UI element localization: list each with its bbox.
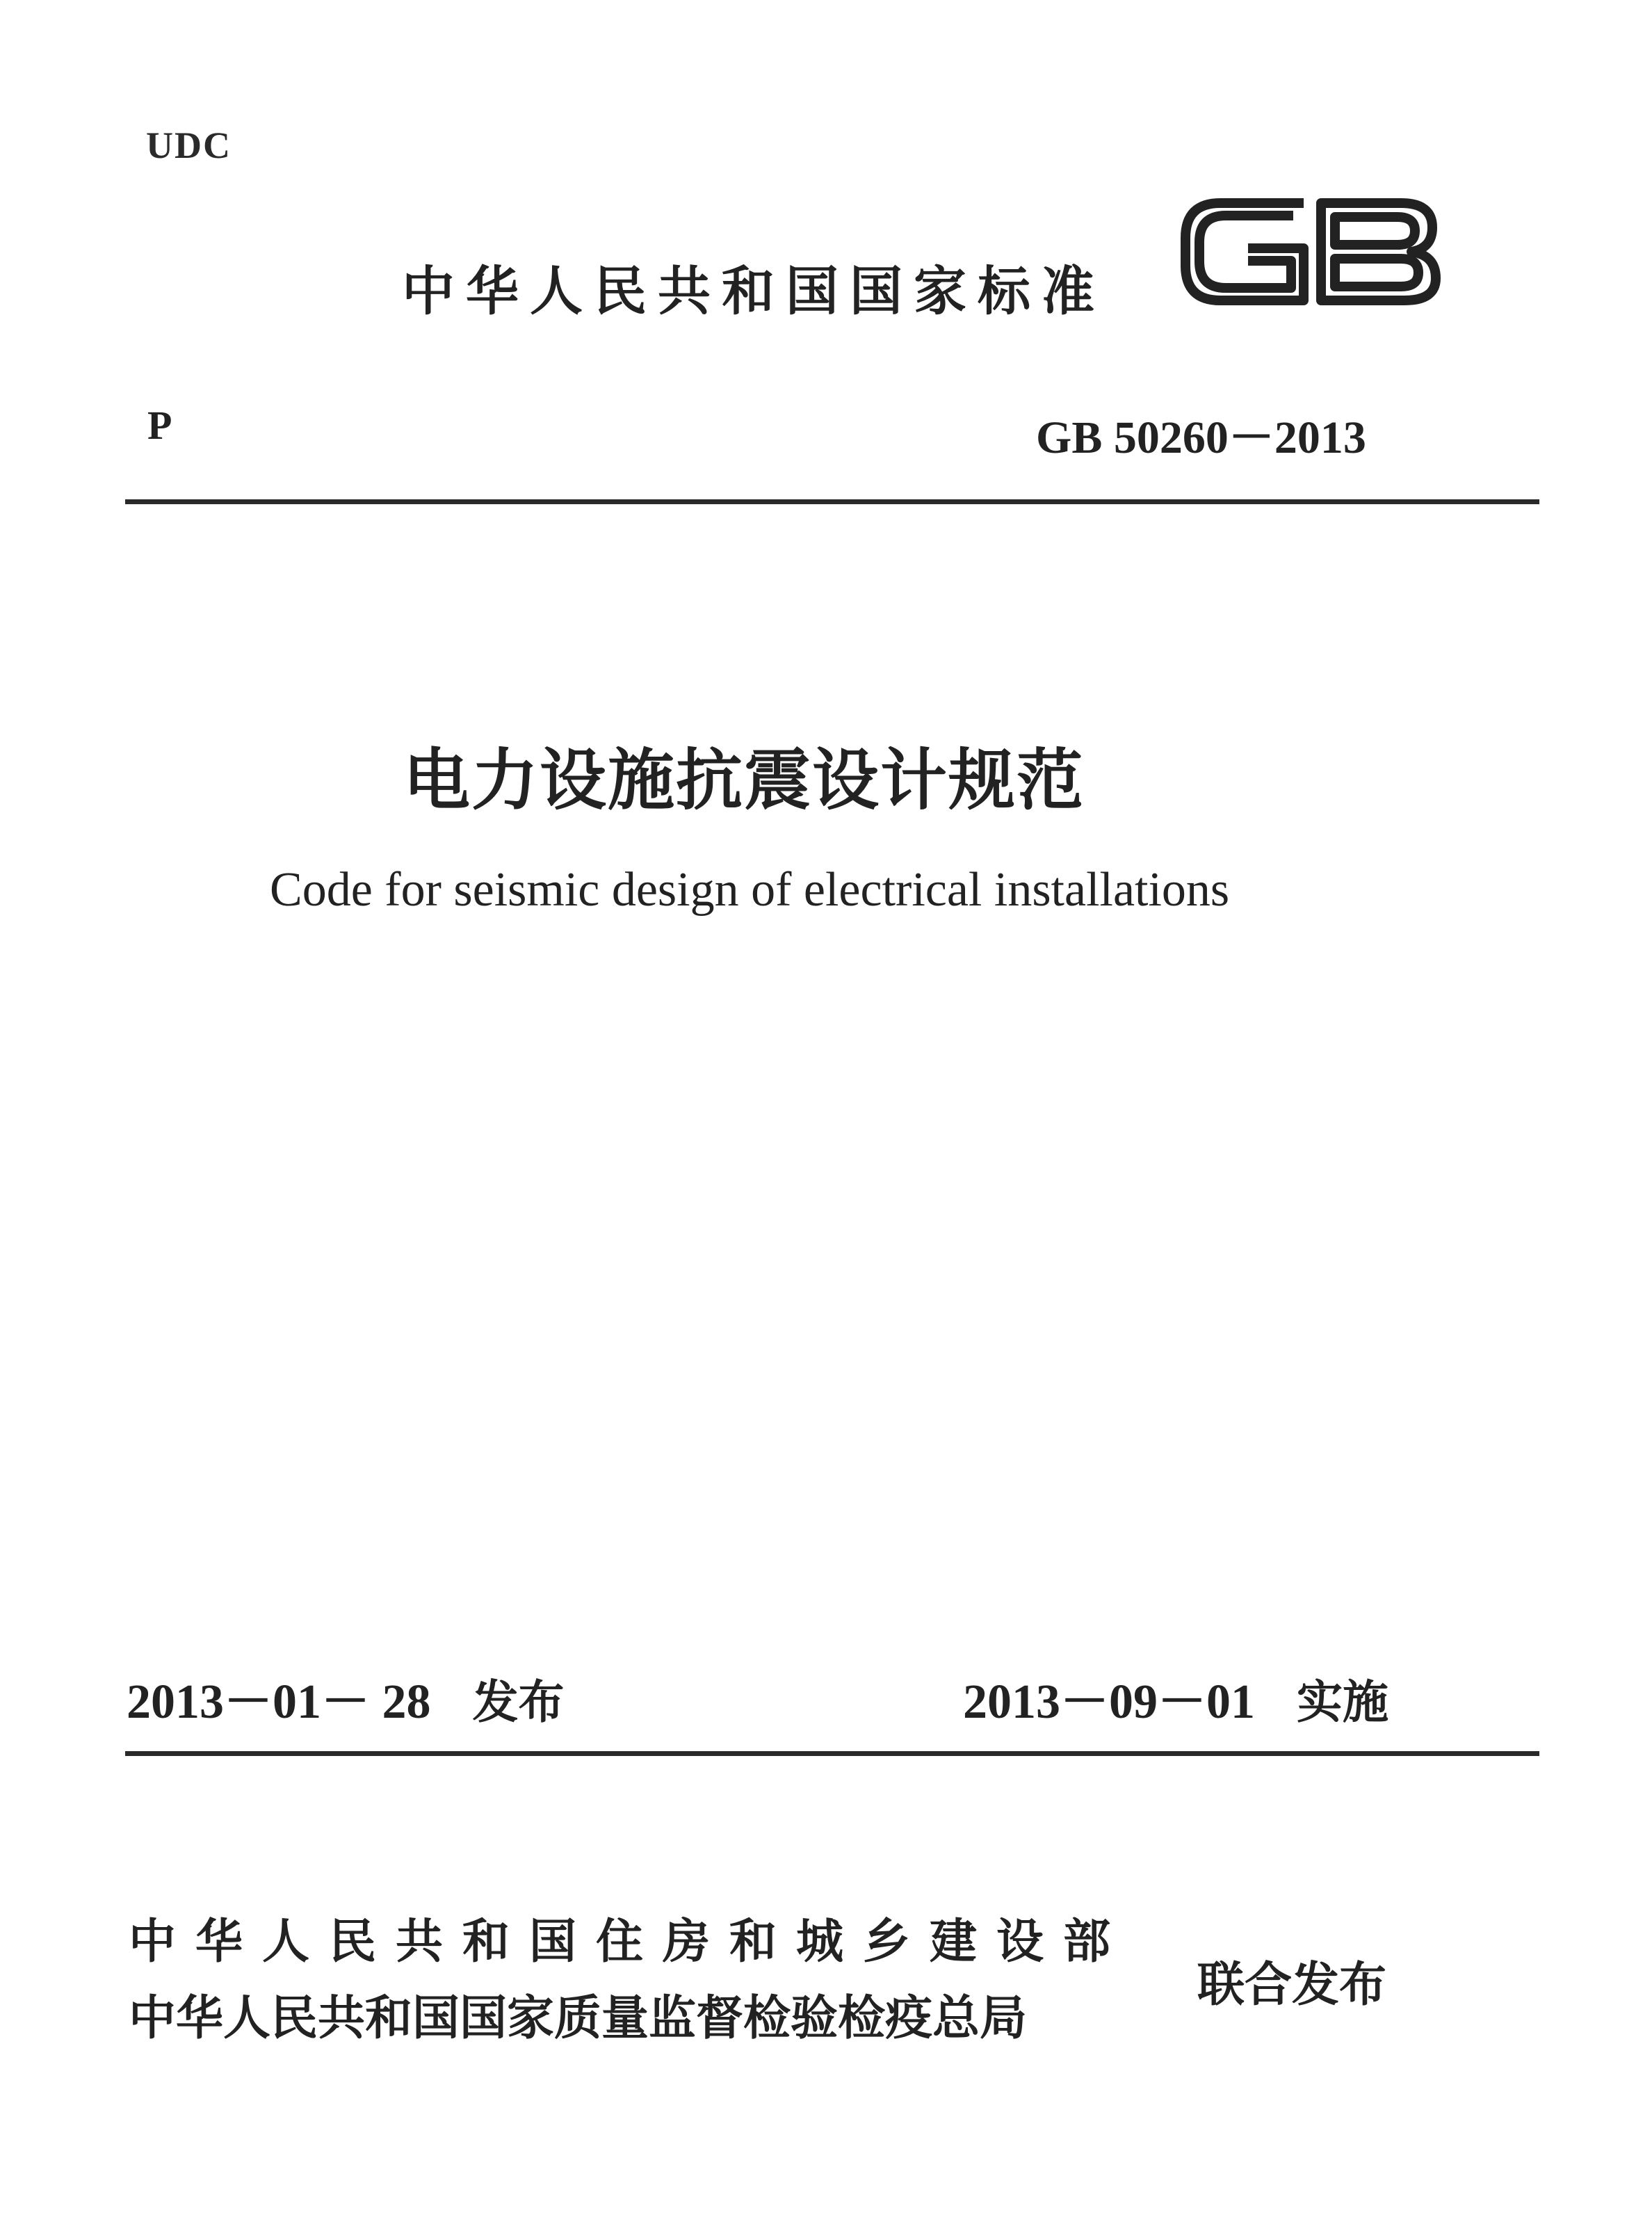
national-standard-title: 中华人民共和国国家标准 xyxy=(402,260,1106,322)
gb-logo-icon xyxy=(1172,182,1450,321)
classification-code: P xyxy=(147,403,172,448)
issue-date: 2013－01－ 28 xyxy=(127,1675,431,1729)
publisher-agency-2: 中华人民共和国国家质量监督检验检疫总局 xyxy=(129,1991,1028,2046)
standard-number: GB 50260－2013 xyxy=(1036,412,1366,463)
joint-publication-label: 联合发布 xyxy=(1197,1958,1387,2013)
publisher-agency-1: 中华人民共和国住房和城乡建设部 xyxy=(129,1915,1131,1970)
document-title-english: Code for seismic design of electrical installations xyxy=(270,863,1230,917)
bottom-divider xyxy=(125,1751,1539,1756)
top-divider xyxy=(125,499,1539,504)
implementation-label: 实施 xyxy=(1297,1675,1388,1729)
udc-label: UDC xyxy=(146,124,232,166)
implementation-date: 2013－09－01 xyxy=(963,1675,1255,1729)
issue-label: 发布 xyxy=(472,1675,565,1729)
implementation-date-line xyxy=(963,1662,1388,1732)
issue-date-line xyxy=(127,1662,565,1732)
document-title-chinese: 电力设施抗震设计规范 xyxy=(403,741,1085,819)
